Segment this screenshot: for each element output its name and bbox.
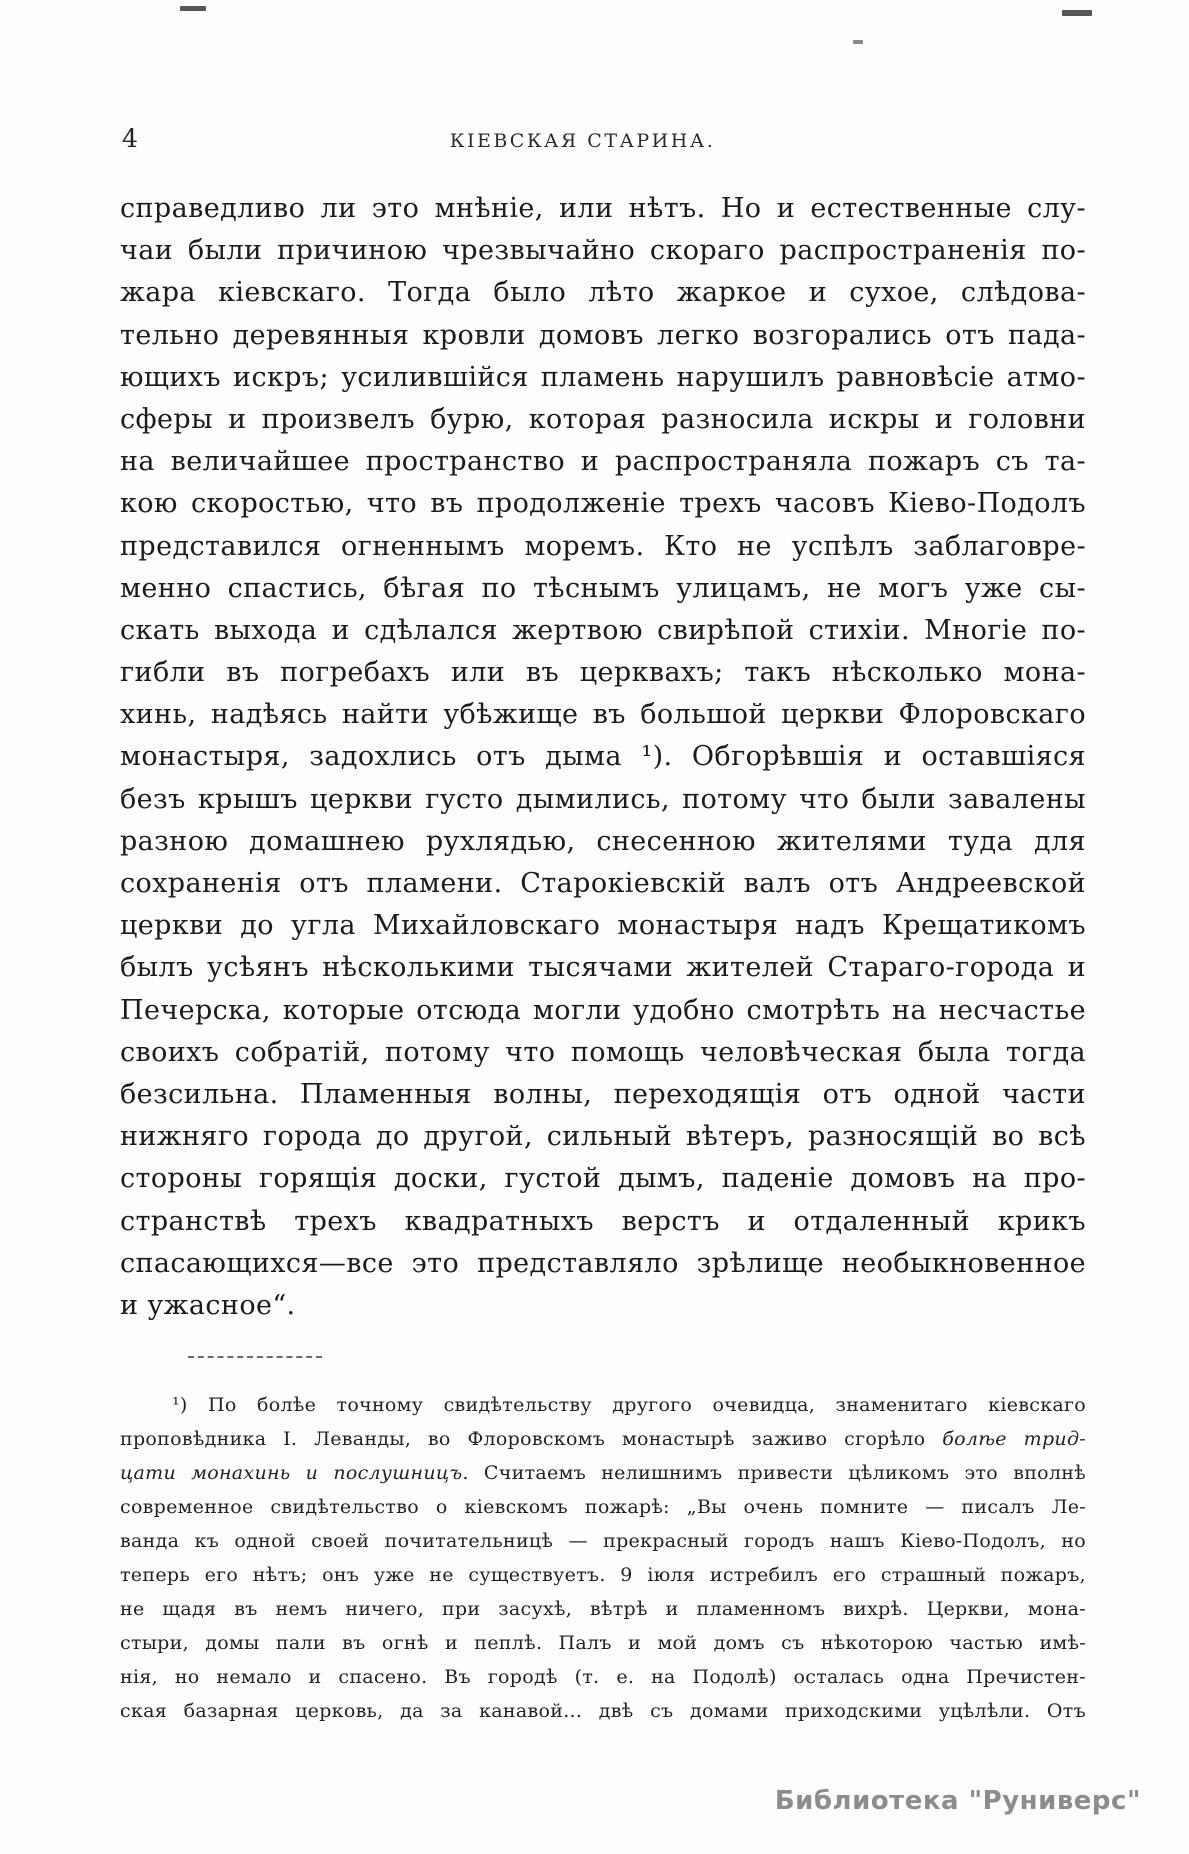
text-segment: стыри, домы пали въ огнѣ и пеплѣ. Палъ и мой домъ съ нѣкоторою частью имѣ- <box>120 1632 1086 1654</box>
scan-artifact <box>180 6 206 11</box>
text-segment: ванда къ одной своей почитательницѣ — прекрасный городъ нашъ Кіево-Подолъ, но <box>120 1530 1086 1552</box>
main-text-block <box>120 188 1086 1327</box>
text-line: тельно деревянныя кровли домовъ легко возгорались отъ пада- <box>120 319 1086 351</box>
text-segment: нія, но немало и спасено. Въ городѣ (т. е. на Подолѣ) осталась одна Пречистен- <box>120 1666 1086 1688</box>
text-line: ющихъ искръ; усилившійся пламень нарушилъ равновѣсіе атмо- <box>120 361 1086 393</box>
text-line: церкви до угла Михайловскаго монастыря надъ Крещатикомъ <box>120 910 1086 942</box>
text-line: безсильна. Пламенныя волны, переходящія отъ одной части <box>120 1078 1086 1110</box>
text-line: былъ усѣянъ нѣсколькими тысячами жителей Стараго-города и <box>120 952 1086 984</box>
text-segment: современное свидѣтельство о кіевскомъ пожарѣ: „Вы очень помните — писалъ Ле- <box>120 1496 1086 1518</box>
footnote-separator <box>188 1356 322 1358</box>
text-segment: ¹) По болѣе точному свидѣтельству другого очевидца, знаменитаго кіевскаго <box>172 1394 1086 1416</box>
footnote-block <box>120 1388 1086 1728</box>
text-segment: Считаемъ нелишнимъ привести цѣликомъ это вполнѣ <box>468 1462 1086 1484</box>
text-line: странствѣ трехъ квадратныхъ верстъ и отдаленный крикъ <box>120 1205 1086 1237</box>
text-line: разною домашнею рухлядью, снесенною жителями туда для <box>120 825 1086 857</box>
text-line <box>120 1490 1086 1524</box>
text-line: своихъ собратій, потому что помощь человѣческая была тогда <box>120 1036 1086 1068</box>
text-line: спасающихся—все это представляло зрѣлище необыкновенное <box>120 1247 1086 1279</box>
scan-artifact <box>853 40 863 44</box>
page-header <box>120 124 1085 156</box>
text-line: нижняго города до другой, сильный вѣтеръ, разносящій во всѣ <box>120 1121 1086 1153</box>
text-line <box>120 1660 1086 1694</box>
italic-segment: цати монахинь и послушницъ. <box>120 1462 469 1484</box>
text-segment: теперь его нѣтъ; онъ уже не существуетъ. 9 іюля истребилъ его страшный пожаръ, <box>120 1564 1086 1586</box>
text-segment: проповѣдника І. Леванды, во Флоровскомъ монастырѣ заживо сгорѣло <box>120 1428 943 1450</box>
text-line <box>120 1422 1086 1456</box>
running-title: КІЕВСКАЯ СТАРИНА. <box>449 130 716 152</box>
text-line: безъ крышъ церкви густо дымились, потому что были завалены <box>120 783 1086 815</box>
text-line: жара кіевскаго. Тогда было лѣто жаркое и сухое, слѣдова- <box>120 277 1086 309</box>
text-line <box>120 1388 1086 1422</box>
text-line: скать выхода и сдѣлался жертвою свирѣпой стихіи. Многіе по- <box>120 614 1086 646</box>
italic-segment: болѣе трид- <box>942 1428 1086 1450</box>
text-line: гибли въ погребахъ или въ церквахъ; такъ нѣсколько мона- <box>120 657 1086 689</box>
text-line: чаи были причиною чрезвычайно скораго распространенія по- <box>120 235 1086 267</box>
text-line: справедливо ли это мнѣніе, или нѣтъ. Но и естественные слу- <box>120 193 1086 224</box>
text-segment: не щадя въ немъ ничего, при засухѣ, вѣтрѣ и пламенномъ вихрѣ. Церкви, мона- <box>120 1598 1086 1620</box>
text-line <box>120 1626 1086 1660</box>
text-line <box>120 1694 1086 1728</box>
text-line <box>120 1592 1086 1626</box>
text-line: сохраненія отъ пламени. Старокіевскій валъ отъ Андреевской <box>120 868 1086 899</box>
text-line: и ужасное“. <box>120 1289 296 1321</box>
text-segment: ская базарная церковь, да за канавой... двѣ съ домами приходскими уцѣлѣли. Отъ <box>120 1700 1086 1722</box>
text-line: сферы и произвелъ бурю, которая разносила искры и головни <box>120 403 1086 435</box>
text-line: Печерска, которые отсюда могли удобно смотрѣть на несчастье <box>120 994 1086 1026</box>
text-line: стороны горящія доски, густой дымъ, паденіе домовъ на про- <box>120 1163 1086 1195</box>
text-line <box>120 1524 1086 1558</box>
library-watermark: Библиотека "Руниверс" <box>774 1786 1141 1816</box>
text-line <box>120 1456 1086 1490</box>
text-line: представился огненнымъ моремъ. Кто не успѣлъ заблаговре- <box>120 530 1086 562</box>
text-line: на величайшее пространство и распространяла пожаръ съ та- <box>120 446 1086 478</box>
text-line: монастыря, задохлись отъ дыма ¹). Обгорѣвшія и оставшіяся <box>120 741 1086 773</box>
text-line <box>120 1558 1086 1592</box>
page-number: 4 <box>122 124 139 153</box>
scan-artifact <box>1062 10 1092 16</box>
text-line: менно спастись, бѣгая по тѣснымъ улицамъ, не могъ уже сы- <box>120 572 1086 604</box>
text-line: кою скоростью, что въ продолженіе трехъ часовъ Кіево-Подолъ <box>120 488 1086 520</box>
text-line: хинь, надѣясь найти убѣжище въ большой церкви Флоровскаго <box>120 699 1086 731</box>
